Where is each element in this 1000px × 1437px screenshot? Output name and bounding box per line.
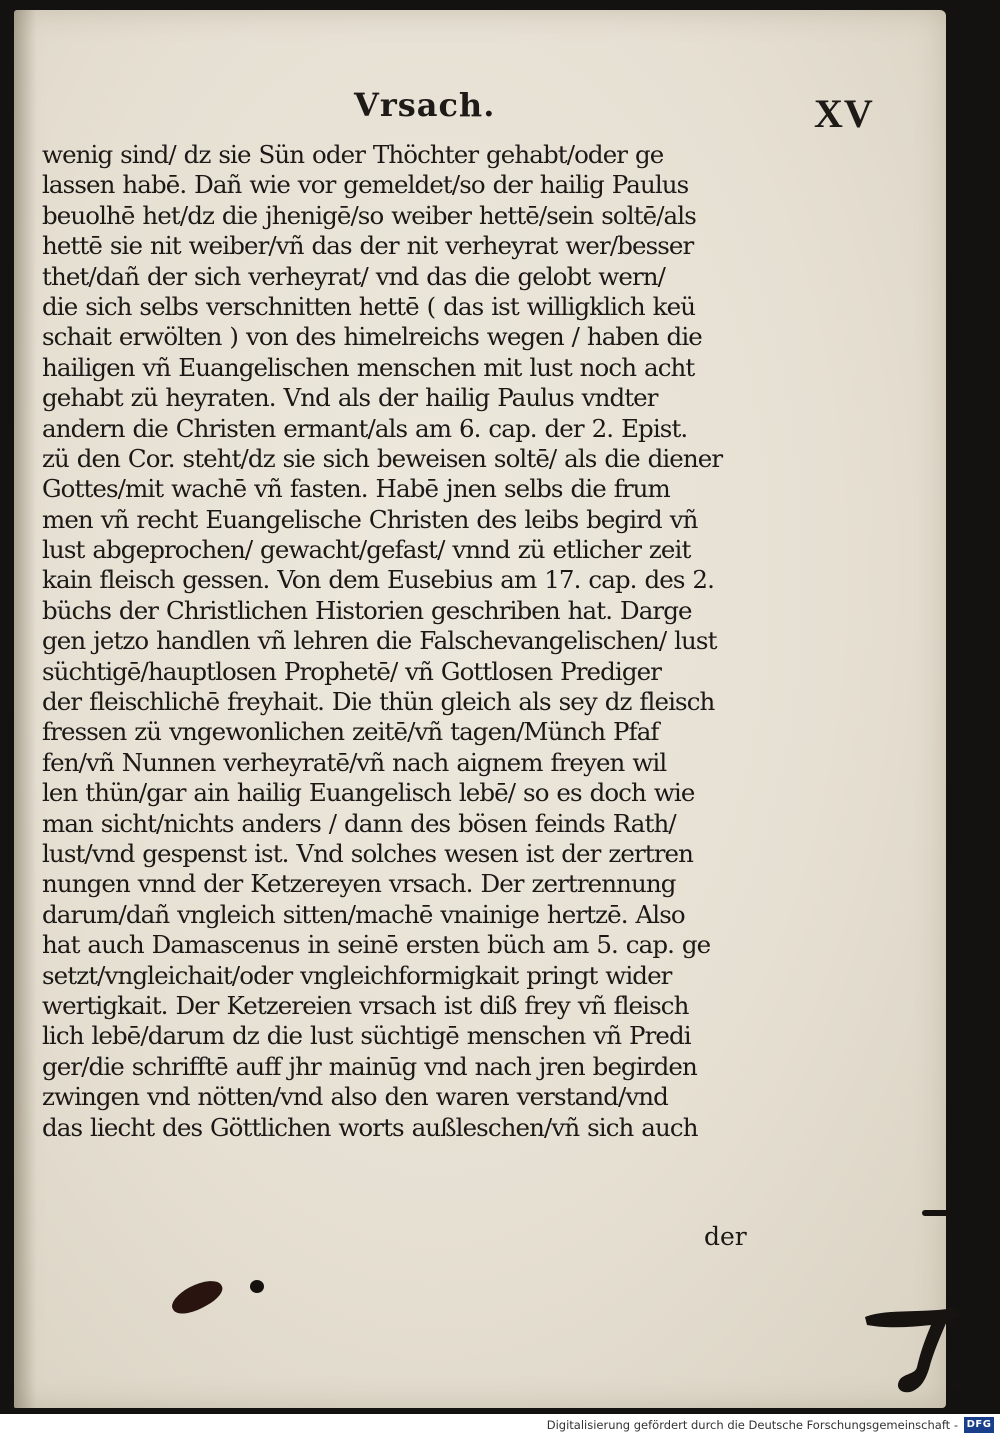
book-page [14,10,946,1408]
text-line: andern die Christen ermant/als am 6. cap. der 2. Epist. [42,413,688,443]
text-line: thet/dañ der sich verheyrat/ vnd das die gelobt wern/ [42,261,665,291]
text-line: setzt/vngleichait/oder vngleichformigkait pringt wider [42,960,672,990]
text-line: nungen vnnd der Ketzereyen vrsach. Der zertrennung [42,869,676,899]
text-line: der fleischlichē freyhait. Die thün gleich als sey dz fleisch [42,687,715,717]
dfg-logo: DFG [964,1417,994,1433]
text-line: darum/dañ vngleich sitten/machē vnainige hertzē. Also [42,899,685,929]
text-line: beuolhē het/dz die jhenigē/so weiber hettē/sein soltē/als [42,200,696,230]
text-line: man sicht/nichts anders / dann des bösen feinds Rath/ [42,808,676,838]
text-line: men vñ recht Euangelische Christen des leibs begird vñ [42,504,698,534]
text-line: wenig sind/ dz sie Sün oder Thöchter gehabt/oder ge [42,140,664,169]
text-line: fressen zü vngewonlichen zeitē/vñ tagen/Münch Pfaf [42,717,659,747]
text-line: lust/vnd gespenst ist. Vnd solches wesen ist der zertren [42,838,693,868]
text-line: gen jetzo handlen vñ lehren die Falschevangelischen/ lust [42,626,717,656]
text-line: Gottes/mit wachē vñ fasten. Habē jnen selbs die frum [42,474,670,504]
text-line: zü den Cor. steht/dz sie sich beweisen soltē/ als die diener [42,443,723,473]
text-line: kain fleisch gessen. Von dem Eusebius am 17. cap. des 2. [42,565,714,595]
funding-credit: Digitalisierung gefördert durch die Deutsche Forschungsgemeinschaft - [546,1418,958,1432]
text-line: lassen habē. Dañ wie vor gemeldet/so der hailig Paulus [42,170,689,200]
text-line: büchs der Christlichen Historien geschriben hat. Darge [42,595,692,625]
text-line: gehabt zü heyraten. Vnd als der hailig Paulus vndter [42,383,658,413]
text-line: hailigen vñ Euangelischen menschen mit lust noch acht [42,352,695,382]
text-line: ger/die schrifftē auff jhr mainūg vnd nach jren begirden [42,1051,697,1081]
text-line: fen/vñ Nunnen verheyratē/vñ nach aignem freyen wil [42,747,667,777]
folio-number: XV [814,91,874,136]
text-line: schait erwölten ) von des himelreichs wegen / haben die [42,322,702,352]
footer-bar [0,1414,1000,1437]
margin-dash-mark [922,1210,952,1216]
text-line: lust abgeprochen/ gewacht/gefast/ vnnd zü etlicher zeit [42,535,691,565]
text-line: lich lebē/darum dz die lust süchtigē menschen vñ Predi [42,1021,691,1051]
text-line: das liecht des Göttlichen worts außleschen/vñ sich auch [42,1112,698,1142]
ink-dot [250,1280,264,1293]
margin-ink-mark [855,1295,965,1405]
body-text [42,140,772,1143]
text-line: süchtigē/hauptlosen Prophetē/ vñ Gottlosen Prediger [42,656,662,686]
text-line: len thün/gar ain hailig Euangelisch lebē/ so es doch wie [42,778,695,808]
catchword: der [704,1222,747,1251]
text-line: wertigkait. Der Ketzereien vrsach ist diß frey vñ fleisch [42,990,689,1020]
text-line: hettē sie nit weiber/vñ das der nit verheyrat wer/besser [42,231,694,261]
text-line: hat auch Damascenus in seinē ersten büch am 5. cap. ge [42,930,711,960]
text-line: die sich selbs verschnitten hettē ( das ist willigklich keü [42,291,696,321]
running-head: Vrsach. [354,86,496,124]
page-gutter-shadow [14,10,36,1408]
text-line: zwingen vnd nötten/vnd also den waren verstand/vnd [42,1082,668,1112]
